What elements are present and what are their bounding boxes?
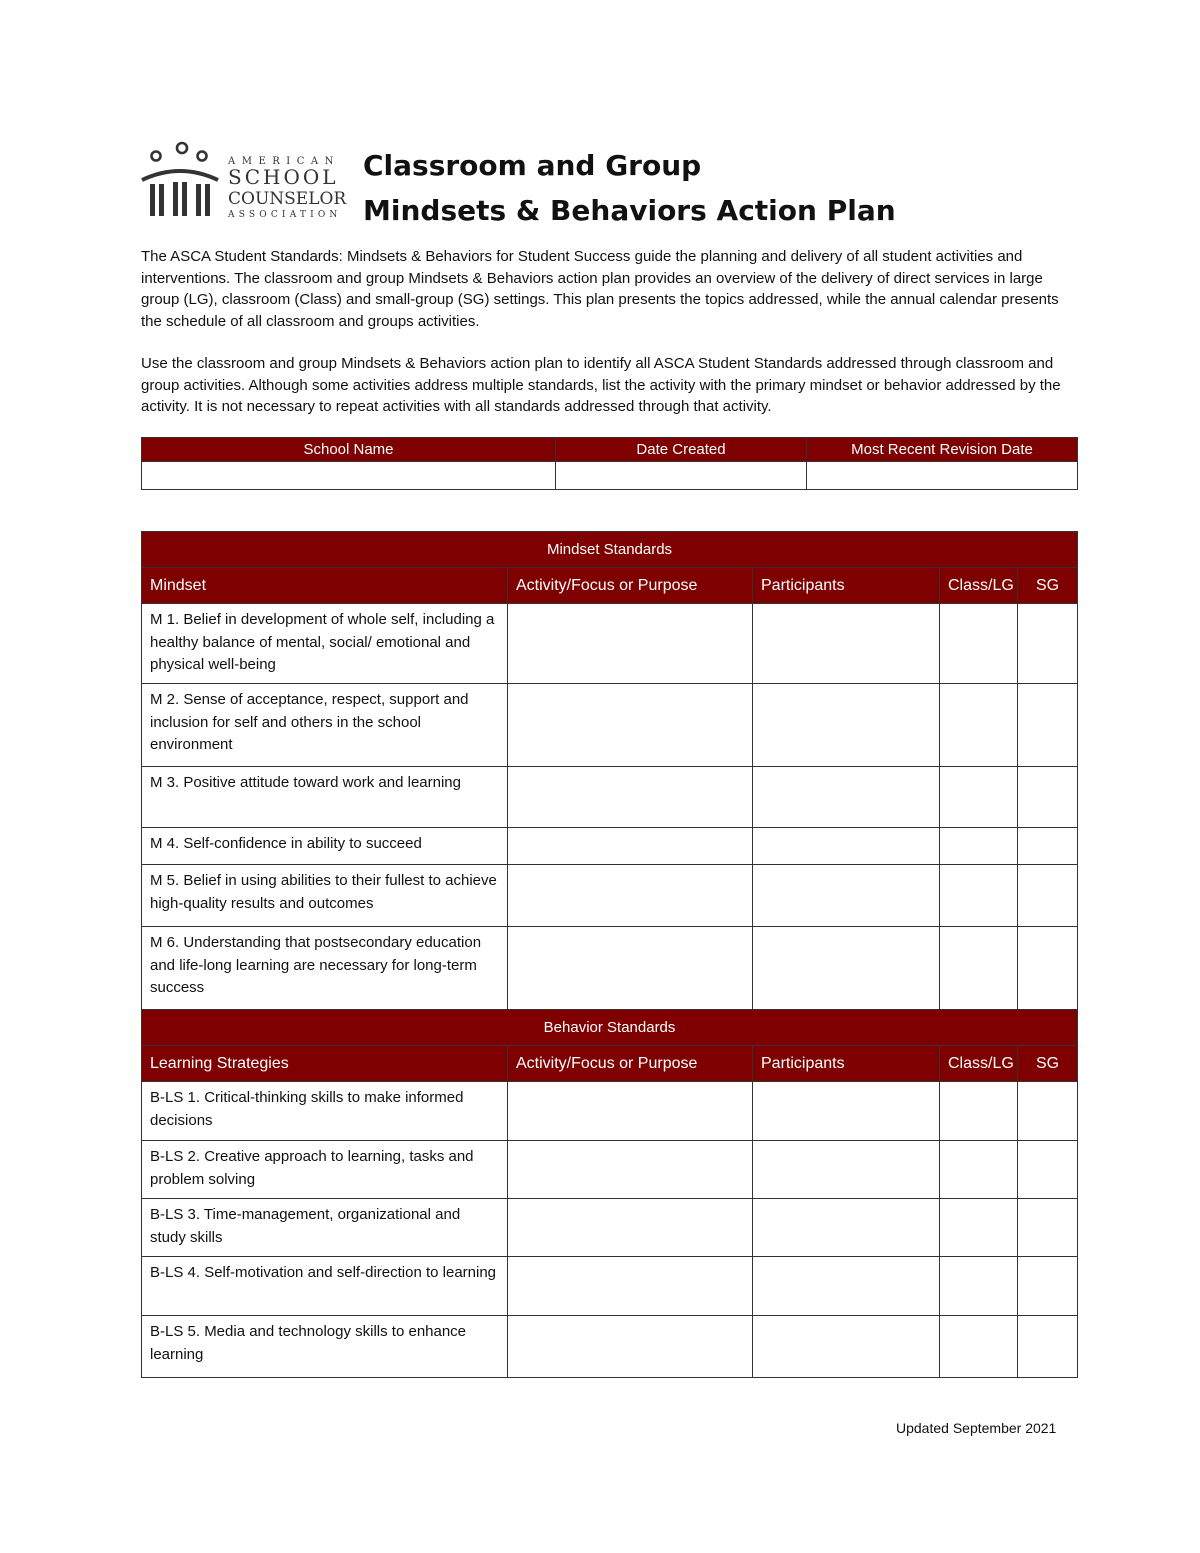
behavior-sg-cell[interactable] — [1018, 1257, 1078, 1316]
behavior-sg-cell[interactable] — [1018, 1199, 1078, 1257]
behavior-standard-label: B-LS 5. Media and technology skills to enhance learning — [142, 1316, 508, 1378]
table-row — [142, 1316, 1078, 1378]
standards-table — [141, 531, 1078, 1378]
behavior-participants-cell[interactable] — [753, 1257, 940, 1316]
revision-date-header: Most Recent Revision Date — [807, 438, 1078, 462]
mindset-participants-cell[interactable] — [753, 927, 940, 1010]
table-row — [142, 828, 1078, 865]
mindset-activity-cell[interactable] — [508, 684, 753, 767]
mindset-sg-cell[interactable] — [1018, 927, 1078, 1010]
behavior-section-title-row — [142, 1010, 1078, 1046]
mindset-standard-label: M 5. Belief in using abilities to their fullest to achieve high-quality results and outcomes — [142, 865, 508, 927]
title-line-1: Classroom and Group — [363, 149, 702, 182]
behavior-participants-cell[interactable] — [753, 1316, 940, 1378]
table-row — [142, 1141, 1078, 1199]
behavior-participants-cell[interactable] — [753, 1199, 940, 1257]
mindset-section-title-row — [142, 532, 1078, 568]
footer-updated-date: Updated September 2021 — [896, 1420, 1057, 1436]
school-name-cell[interactable] — [142, 462, 556, 490]
intro-paragraph-2: Use the classroom and group Mindsets & Behaviors action plan to identify all ASCA Student Standards addressed through classroom and group activities. Although some activities address multiple standards, list the activity with the primary mindset or behavior addressed by the activity. It is not necessary to repeat activities with all standards addressed through that activity. — [141, 355, 1061, 415]
date-created-cell[interactable] — [556, 462, 807, 490]
mindset-standard-label: M 1. Belief in development of whole self, including a healthy balance of mental, social/ emotional and physical well-being — [142, 604, 508, 684]
mindset-participants-cell[interactable] — [753, 865, 940, 927]
behavior-class-lg-cell[interactable] — [940, 1141, 1018, 1199]
mindset-sg-cell[interactable] — [1018, 828, 1078, 865]
mindset-sg-cell[interactable] — [1018, 684, 1078, 767]
mindset-column-header-class-lg: Class/LG — [940, 568, 1018, 604]
behavior-participants-cell[interactable] — [753, 1082, 940, 1141]
table-row — [142, 1257, 1078, 1316]
mindset-class-lg-cell[interactable] — [940, 767, 1018, 828]
behavior-sg-cell[interactable] — [1018, 1082, 1078, 1141]
behavior-activity-cell[interactable] — [508, 1316, 753, 1378]
mindset-column-header-participants: Participants — [753, 568, 940, 604]
mindset-standard-label: M 2. Sense of acceptance, respect, support and inclusion for self and others in the school environment — [142, 684, 508, 767]
behavior-activity-cell[interactable] — [508, 1082, 753, 1141]
asca-logo-icon — [140, 140, 350, 220]
intro-paragraph-1: The ASCA Student Standards: Mindsets & Behaviors for Student Success guide the planning and delivery of all student activities and interventions. The classroom and group Mindsets & Behaviors action plan provides an overview of the delivery of direct services in large group (LG), classroom (Class) and small-group (SG) settings. This plan presents the topics addressed, while the annual calendar presents the schedule of all classroom and groups activities. — [141, 248, 1059, 330]
page-title — [363, 143, 896, 233]
behavior-standard-label: B-LS 2. Creative approach to learning, tasks and problem solving — [142, 1141, 508, 1199]
table-row — [142, 767, 1078, 828]
behavior-class-lg-cell[interactable] — [940, 1257, 1018, 1316]
mindset-column-header-activity: Activity/Focus or Purpose — [508, 568, 753, 604]
mindset-activity-cell[interactable] — [508, 828, 753, 865]
mindset-class-lg-cell[interactable] — [940, 828, 1018, 865]
mindset-sg-cell[interactable] — [1018, 604, 1078, 684]
table-row — [142, 1199, 1078, 1257]
mindset-standard-label: M 4. Self-confidence in ability to succeed — [142, 828, 508, 865]
behavior-activity-cell[interactable] — [508, 1257, 753, 1316]
mindset-column-header-sg: SG — [1018, 568, 1078, 604]
mindset-column-header-row — [142, 568, 1078, 604]
behavior-column-header-participants: Participants — [753, 1046, 940, 1082]
mindset-class-lg-cell[interactable] — [940, 927, 1018, 1010]
behavior-activity-cell[interactable] — [508, 1199, 753, 1257]
mindset-participants-cell[interactable] — [753, 684, 940, 767]
school-info-header-row — [142, 438, 1078, 462]
mindset-column-header-standard: Mindset — [142, 568, 508, 604]
behavior-column-header-sg: SG — [1018, 1046, 1078, 1082]
mindset-section-title: Mindset Standards — [142, 532, 1078, 568]
behavior-standard-label: B-LS 1. Critical-thinking skills to make informed decisions — [142, 1082, 508, 1141]
behavior-column-header-standard: Learning Strategies — [142, 1046, 508, 1082]
logo-text-school: SCHOOL — [228, 165, 339, 189]
behavior-column-header-activity: Activity/Focus or Purpose — [508, 1046, 753, 1082]
behavior-standard-label: B-LS 4. Self-motivation and self-direction to learning — [142, 1257, 508, 1316]
date-created-header: Date Created — [556, 438, 807, 462]
mindset-sg-cell[interactable] — [1018, 767, 1078, 828]
school-info-input-row — [142, 462, 1078, 490]
behavior-activity-cell[interactable] — [508, 1141, 753, 1199]
table-row — [142, 865, 1078, 927]
mindset-standard-label: M 6. Understanding that postsecondary education and life-long learning are necessary for long-term success — [142, 927, 508, 1010]
behavior-sg-cell[interactable] — [1018, 1316, 1078, 1378]
school-info-table — [141, 437, 1078, 490]
behavior-class-lg-cell[interactable] — [940, 1199, 1018, 1257]
mindset-class-lg-cell[interactable] — [940, 684, 1018, 767]
behavior-column-header-row — [142, 1046, 1078, 1082]
asca-logo — [140, 140, 350, 220]
behavior-section-title: Behavior Standards — [142, 1010, 1078, 1046]
table-row — [142, 1082, 1078, 1141]
standards-table-body — [142, 532, 1078, 1378]
table-row — [142, 927, 1078, 1010]
behavior-column-header-class-lg: Class/LG — [940, 1046, 1018, 1082]
table-row — [142, 684, 1078, 767]
logo-text-american: AMERICAN — [228, 156, 340, 167]
mindset-activity-cell[interactable] — [508, 604, 753, 684]
table-row — [142, 604, 1078, 684]
mindset-class-lg-cell[interactable] — [940, 604, 1018, 684]
behavior-standard-label: B-LS 3. Time-management, organizational and study skills — [142, 1199, 508, 1257]
title-line-2: Mindsets & Behaviors Action Plan — [363, 194, 896, 227]
behavior-participants-cell[interactable] — [753, 1141, 940, 1199]
behavior-class-lg-cell[interactable] — [940, 1082, 1018, 1141]
school-name-header: School Name — [142, 438, 556, 462]
mindset-sg-cell[interactable] — [1018, 865, 1078, 927]
behavior-sg-cell[interactable] — [1018, 1141, 1078, 1199]
mindset-activity-cell[interactable] — [508, 927, 753, 1010]
revision-date-cell[interactable] — [807, 462, 1078, 490]
mindset-participants-cell[interactable] — [753, 828, 940, 865]
mindset-participants-cell[interactable] — [753, 604, 940, 684]
mindset-activity-cell[interactable] — [508, 767, 753, 828]
mindset-standard-label: M 3. Positive attitude toward work and learning — [142, 767, 508, 828]
behavior-class-lg-cell[interactable] — [940, 1316, 1018, 1378]
logo-text-association: ASSOCIATION — [228, 210, 342, 220]
logo-text-counselor: COUNSELOR — [228, 189, 347, 209]
mindset-class-lg-cell[interactable] — [940, 865, 1018, 927]
mindset-activity-cell[interactable] — [508, 865, 753, 927]
mindset-participants-cell[interactable] — [753, 767, 940, 828]
